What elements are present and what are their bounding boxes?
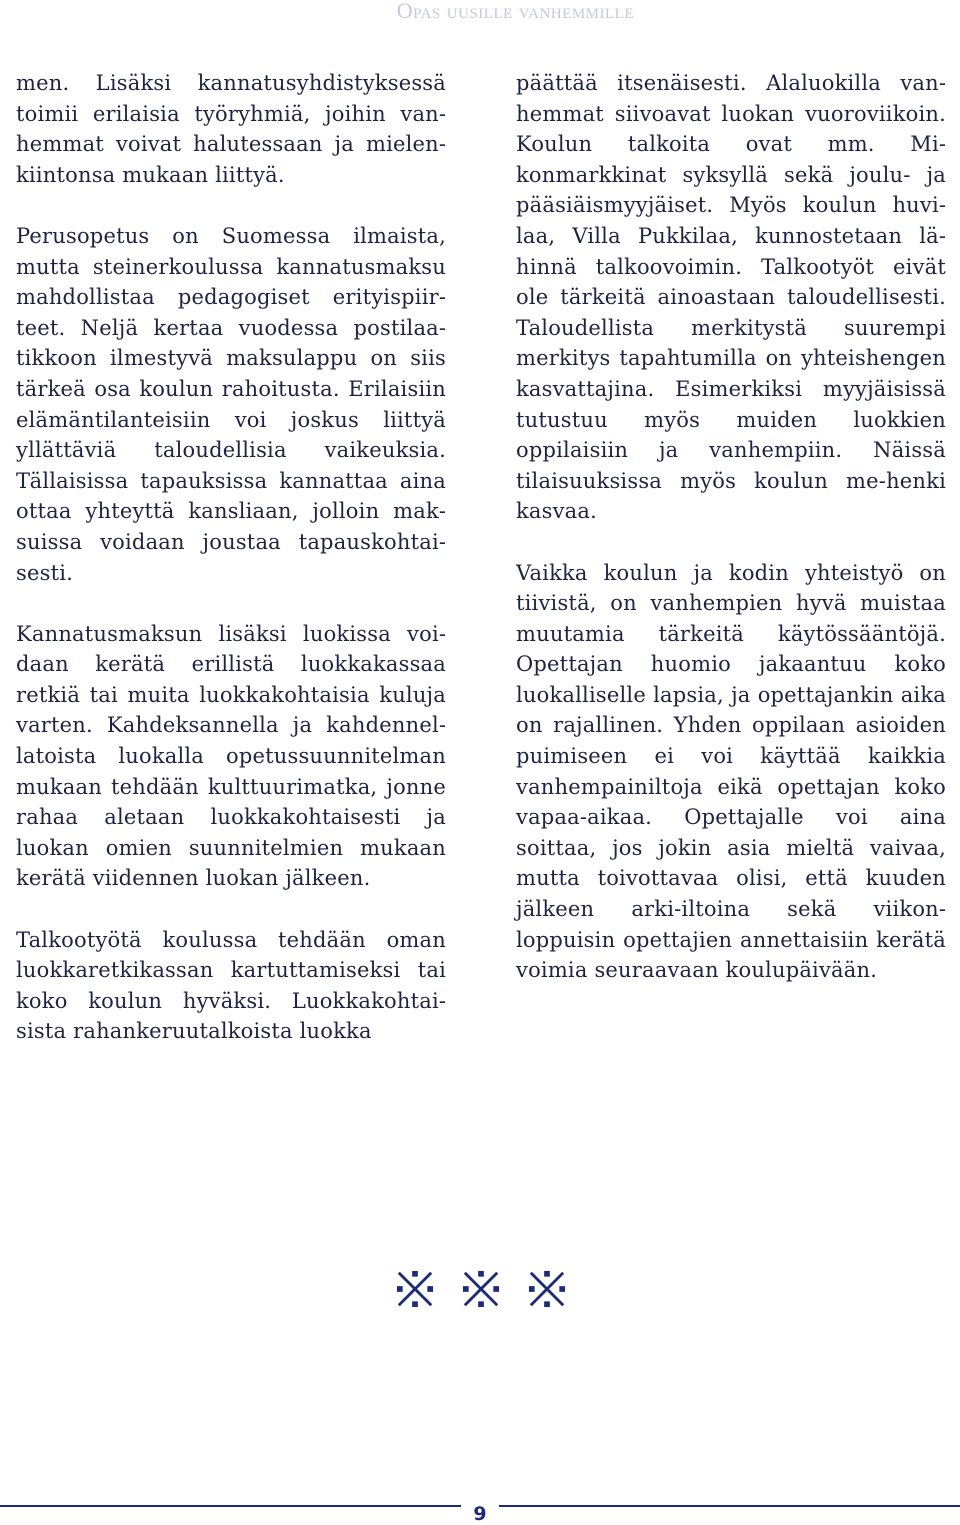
- paragraph: men. Lisäksi kannatusyhdistyksessä toimii erilaisia työryhmiä, joihin vanhemmat voivat halutessaan ja mielenkiintonsa mukaan liittyä.: [16, 71, 446, 187]
- paragraph: Kannatusmaksun lisäksi luokissa voidaan kerätä erillistä luokkakassaa retkiä tai muita luokkakohtaisia kuluja varten. Kahdeksannella ja kahdennellatoista luokalla opetussuunnitelman mukaan tehdään kulttuurimatka, jonne rahaa aletaan luokkakohtaisesti ja luokan omien suunnitelmien mukaan kerätä viidennen luokan jälkeen.: [16, 621, 446, 891]
- running-header-title: Opas uusille vanhemmille: [396, 0, 634, 23]
- section-ornament: [396, 1270, 566, 1316]
- asterism-ornament-icon: [462, 1270, 500, 1308]
- paragraph: Talkootyötä koulussa tehdään oman luokkaretkikassan kartuttamiseksi tai koko koulun hyväksi. Luokkakohtaisista rahankeruutalkoista luokka: [16, 927, 446, 1044]
- paragraph: Perusopetus on Suomessa ilmaista, mutta steinerkoulussa kannatusmaksu mahdollistaa pedagogiset erityispiirteet. Neljä kertaa vuodessa postilaatikkoon ilmestyvä maksulappu on siis tärkeä osa koulun rahoitusta. Erilaisiin elämäntilanteisiin voi joskus liittyä yllättäviä taloudellisia vaikeuksia. Tällaisissa tapauksissa kannattaa aina ottaa yhteyttä kansliaan, jolloin maksuissa voidaan joustaa tapauskohtaisesti.: [16, 223, 446, 585]
- page-number: [0, 1503, 960, 1525]
- asterism-ornament-icon: [396, 1270, 434, 1308]
- right-text-column: [516, 68, 946, 986]
- asterism-ornament-icon: [528, 1270, 566, 1308]
- paragraph: Vaikka koulun ja kodin yhteistyö on tiivistä, on vanhempien hyvä muistaa muutamia tärkeitä käytössääntöjä. Opettajan huomio jakaantuu koko luokalliselle lapsia, ja opettajankin aika on rajallinen. Yhden oppilaan asioiden puimiseen ei voi käyttää kaikkia vanhempainiltoja eikä opettajan koko vapaa-aikaa. Opettajalle voi aina soittaa, jos jokin asia mieltä vaivaa, mutta toivottavaa olisi, että kuuden jälkeen arki-iltoina sekä viikonloppuisin opettajien annettaisiin kerätä voimia seuraavaan koulupäivään.: [516, 560, 946, 983]
- page-number-label: 9: [461, 1503, 498, 1525]
- left-text-column: [16, 68, 446, 1047]
- paragraph: päättää itsenäisesti. Alaluokilla vanhemmat siivoavat luokan vuoroviikoin. Koulun talkoita ovat mm. Mikonmarkkinat syksyllä sekä joulu- ja pääsiäismyyjäiset. Myös koulun huvilaa, Villa Pukkilaa, kunnostetaan lähinnä talkoovoimin. Talkootyöt eivät ole tärkeitä ainoastaan taloudellisesti. Taloudellista merkitystä suurempi merkitys tapahtumilla on yhteishengen kasvattajina. Esimerkiksi myyjäisissä tutustuu myös muiden luokkien oppilaisiin ja vanhempiin. Näissä tilaisuuksissa myös koulun me-henki kasvaa.: [516, 71, 946, 524]
